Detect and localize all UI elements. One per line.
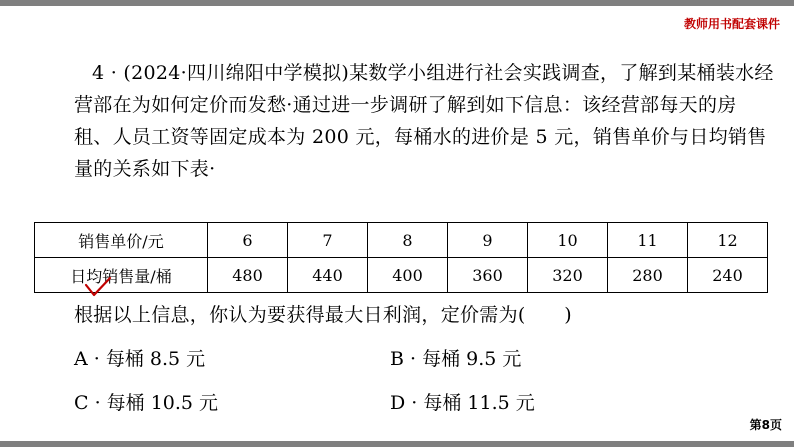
problem-statement: 4 · (2024·四川绵阳中学模拟)某数学小组进行社会实践调查，了解到某桶装水经营部在为如何定价而发愁·通过进一步调研了解到如下信息：该经营部每天的房租、人员工资等固定成本为 200 元，每桶水的进价是 5 元，销售单价与日均销售量的关系如下表· [74, 62, 774, 180]
option-c[interactable]: C · 每桶 10.5 元 [74, 392, 219, 414]
table-cell: 440 [288, 258, 368, 293]
row-header-sales: 日均销售量/桶 [35, 258, 208, 293]
check-mark-icon [84, 276, 112, 298]
table-cell: 360 [448, 258, 528, 293]
option-d[interactable]: D · 每桶 11.5 元 [390, 392, 535, 414]
row-header-price: 销售单价/元 [35, 223, 208, 258]
table-cell: 240 [688, 258, 768, 293]
table-row [35, 258, 768, 293]
table-row [35, 223, 768, 258]
table-cell: 7 [288, 223, 368, 258]
page-number: 第8页 [749, 418, 782, 432]
table-cell: 10 [528, 223, 608, 258]
table-cell: 480 [208, 258, 288, 293]
table-cell: 320 [528, 258, 608, 293]
table-cell: 280 [608, 258, 688, 293]
header-tag: 教师用书配套课件 [683, 17, 780, 31]
table-cell: 8 [368, 223, 448, 258]
price-sales-table [34, 222, 768, 293]
table-cell: 6 [208, 223, 288, 258]
table-cell: 11 [608, 223, 688, 258]
bottom-bar [0, 441, 794, 447]
question-text: 根据以上信息，你认为要获得最大日利润，定价需为( ) [74, 304, 572, 326]
table-cell: 12 [688, 223, 768, 258]
table-cell: 400 [368, 258, 448, 293]
top-bar [0, 0, 794, 6]
option-a[interactable]: A · 每桶 8.5 元 [74, 348, 206, 370]
table-cell: 9 [448, 223, 528, 258]
option-b[interactable]: B · 每桶 9.5 元 [390, 348, 522, 370]
